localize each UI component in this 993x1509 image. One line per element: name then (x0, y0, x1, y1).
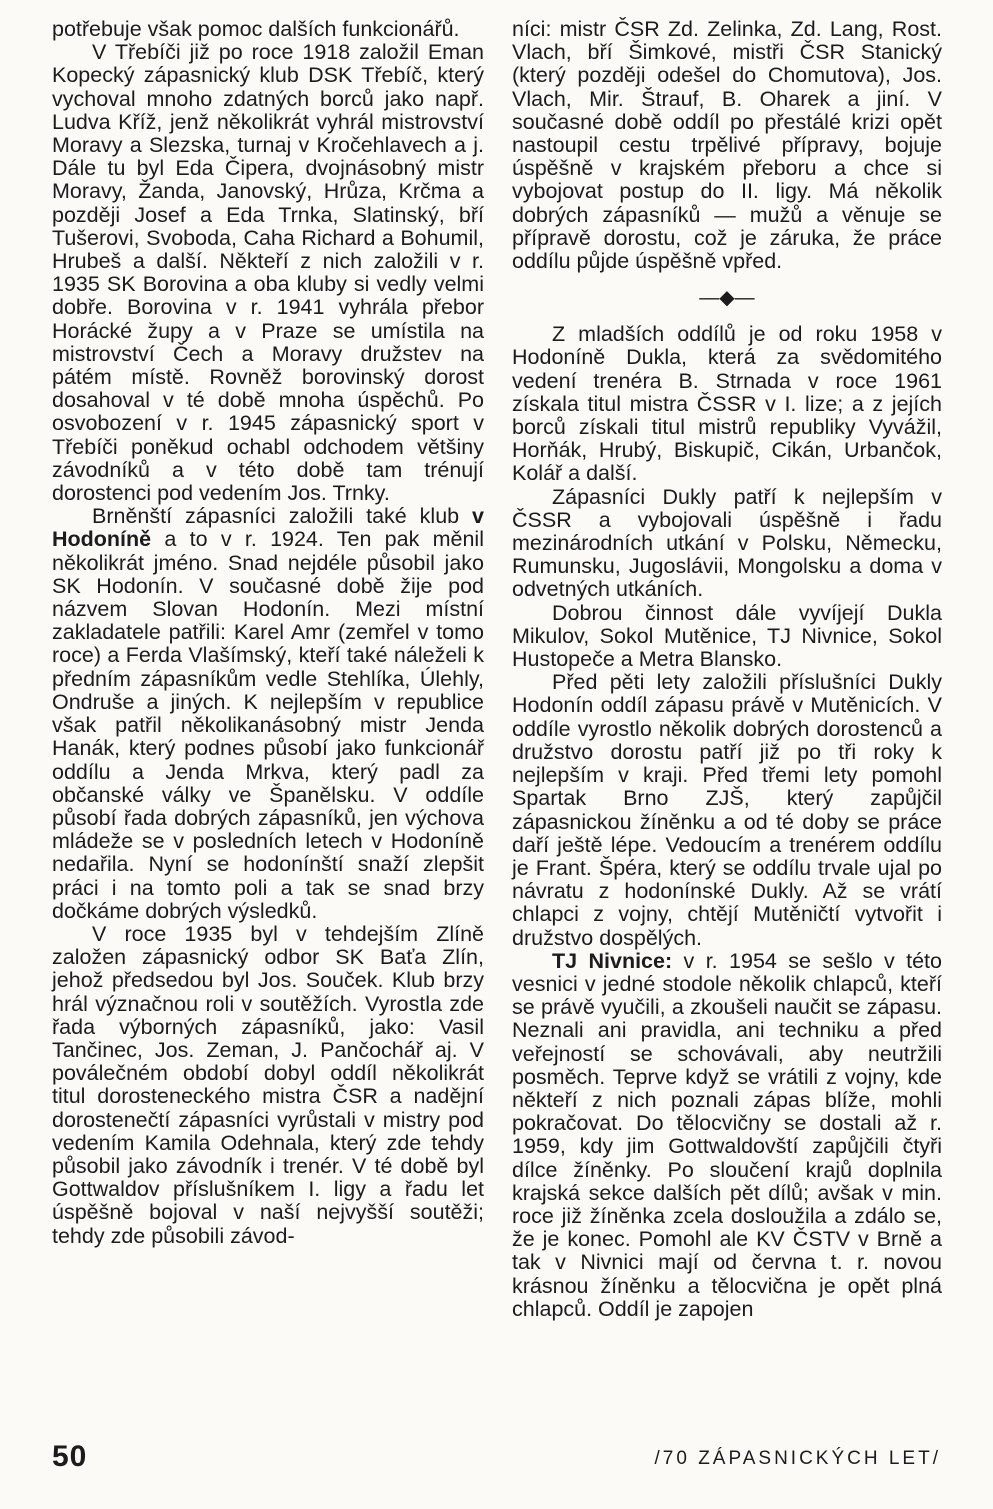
paragraph: Zápasníci Dukly patří k nejlepším v ČSSR a vybojovali úspěšně i řadu mezinárodních utkání v Polsku, Německu, Rumunsku, Jugoslávii, Mongolsku a doma v odvetných utkáních. (512, 484, 942, 602)
paragraph: V Třebíči již po roce 1918 založil Eman Kopecký zápasnický klub DSK Třebíč, který vychoval mnoho zdatných borců jako např. Ludva Kříž, jenž několikrát vyhrál mistrovství Moravy a Slezska, turnaj v Kročehlavech a j. Dále tu byl Eda Čipera, dvojnásobný mistr Moravy, Žanda, Janovský, Hrůza, Krčma a později Josef a Eda Trnka, Slatinský, bří Tušerovi, Svoboda, Caha Richard a Bohumil, Hrubeš a další. Někteří z nich založili v r. 1935 SK Borovina a oba kluby si vedly velmi dobře. Borovina v r. 1941 vyhrála přebor Horácké župy a v Praze se umístila na mistrovství Čech a Moravy družstev na pátém místě. Rovněž borovinský dorost dosahoval v té době mnoha úspěchů. Po osvobození v r. 1945 zápasnický sport v Třebíči poněkud ochabl odchodem většiny závodníků a v této době tam trénují dorostenci pod vedením Jos. Trnky. (52, 40, 484, 506)
paragraph: Před pěti lety založili příslušníci Dukly Hodonín oddíl zápasu právě v Mutěnicích. V oddíle vyrostlo několik dobrých dorostenců a družstvo dorostu patří již po tři roky k nejlepším v kraji. Před třemi lety pomohl Spartak Brno ZJŠ, který zapůjčil zápasnickou žíněnku a od té doby se práce daří ještě lépe. Vedoucím a trenérem oddílu je Frant. Špéra, který se oddílu trvale ujal po návratu z hodonínské Dukly. Až se vrátí chlapci z vojny, chtějí Mutěničtí vytvořit i družstvo dospělých. (512, 670, 942, 950)
paragraph: V roce 1935 byl v tehdejším Zlíně založen zápasnický odbor SK Baťa Zlín, jehož předsedou byl Jos. Souček. Klub brzy hrál význačnou roli v soutěžích. Vyrostla zde řada výborných zápasníků, jako: Vasil Tančinec, Jos. Zeman, J. Pančochář aj. V poválečném období dobyl oddíl několikrát titul dorosteneckého mistra ČSR a nadějní dorostenečtí zápasníci vyrůstali v mistry pod vedením Kamila Odehnala, který zde tehdy působil jako závodník i trenér. V té době byl Gottwaldov příslušníkem I. ligy a řadu let úspěšně bojoval v naší nejvyšší soutěži; tehdy zde působili závod- (52, 921, 484, 1248)
section-divider: —◆— (699, 287, 755, 310)
paragraph: níci: mistr ČSR Zd. Zelinka, Zd. Lang, Rost. Vlach, bří Šimkové, mistři ČSR Stanický (který později odešel do Chomutova), Jos. Vlach, Mir. Štrauf, B. Oharek a jiní. V současné době oddíl po přestálé krizi opět nastoupil cestu trpělivé přípravy, bojuje úspěšně v krajském přeboru a chce si vybojovat postup do II. ligy. Má několik dobrých zápasníků — mužů a věnuje se přípravě dorostu, což je záruka, že práce oddílu půjde úspěšně vpřed. (512, 17, 942, 274)
paragraph-text: a to v r. 1924. Ten pak měnil několikrát jméno. Snad nejdéle působil jako SK Hodonín. V současné době žije pod názvem Slovan Hodonín. Mezi místní zakladatele patřili: Karel Amr (zemřel v tomo roce) a Ferda Vlašímský, kteří také náleželi k předním zápasníkům vedle Stehlíka, Úlehly, Ondruše a jiných. K nejlepším v republice však patřil několikanásobný mistr Jenda Hanák, který podnes působí jako funkcionář oddílu a Jenda Mrkva, který padl za občanské války ve Španělsku. V oddíle působí řada dobrých zápasníků, jen výchova mládeže se v posledních letech v Hodoníně nedařila. Nyní se hodonínští snaží zlepšit práci i na tomto poli a tak se snad brzy dočkáme dobrých výsledků. (52, 527, 484, 923)
paragraph-text: v r. 1954 se sešlo v této vesnici v jedné stodole několik chlapců, kteří se právě vyučili, a zkoušeli naučit se zápasu. Neznali ani pravidla, ani techniku a před veřejností se schovávali, aby neutržili posměch. Teprve když se vrátili z vojny, kde někteří z nich poznali zápas blíže, mohli pokračovat. Do tělocvičny se dostali až r. 1959, kdy jim Gottwaldovští zapůjčili čtyři dílce žíněnky. Po sloučení krajů doplnila krajská sekce dalších pět dílů; avšak v min. roce již žíněnka zcela dosloužila a zdálo se, že je konec. Pomohl ale KV ČSTV v Brně a tak v Nivnici mají od června t. r. novou krásnou žíněnku a tělocvična je opět plná chlapců. Oddíl je zapojen (512, 948, 942, 1321)
paragraph-text: Brněnští zápasníci založili také klub (92, 504, 460, 529)
right-column (512, 18, 942, 1321)
paragraph: Dobrou činnost dále vyvíjejí Dukla Mikulov, Sokol Mutěnice, TJ Nivnice, Sokol Hustopeče a Metra Blansko. (512, 600, 942, 672)
running-title: /70 ZÁPASNICKÝCH LET/ (654, 1448, 941, 1469)
club-name-bold: v Hodoníně (52, 504, 484, 552)
page-number: 50 (52, 1440, 88, 1473)
paragraph: Z mladších oddílů je od roku 1958 v Hodoníně Dukla, která za svědomitého vedení trenéra B. Strnada v roce 1961 získala titul mistra ČSSR v I. lize; a z jejích borců získali titul mistrů republiky Vyvážil, Horňák, Hrubý, Biskupič, Cikán, Urbančok, Kolář a další. (512, 322, 942, 486)
paragraph: potřebuje však pomoc dalších funkcionářů. (52, 17, 460, 41)
paragraph (512, 950, 942, 1321)
club-name-bold: TJ Nivnice: (552, 948, 673, 973)
page-footer (0, 1440, 993, 1480)
left-column (52, 18, 484, 1248)
paragraph (52, 505, 484, 923)
